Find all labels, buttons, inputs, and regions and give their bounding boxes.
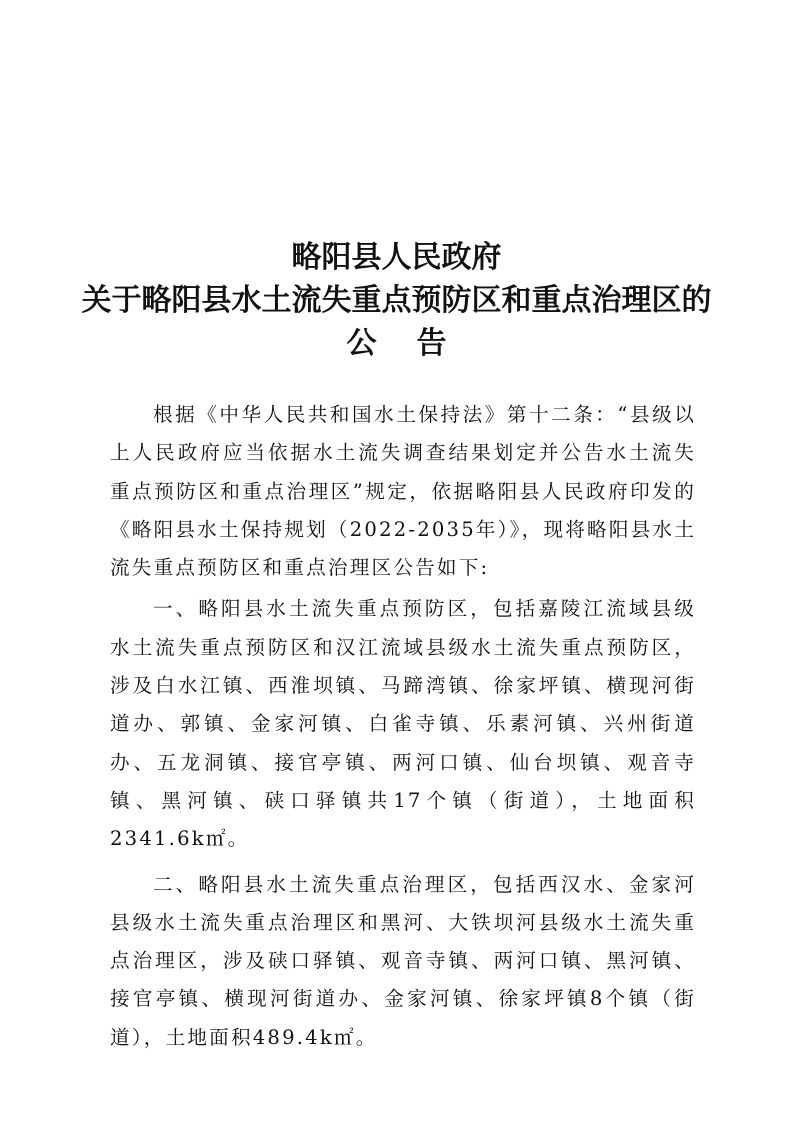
paragraph-legal-basis: 根据《中华人民共和国水土保持法》第十二条：“县级以上人民政府应当依据水土流失调查结果划定并公告水土流失重点预防区和重点治理区”规定，依据略阳县人民政府印发的《略阳县水土保持规划（2022-2035年）》，现将略阳县水土流失重点预防区和重点治理区公告如下: [110, 403, 697, 580]
paragraph-treatment-zone: 二、略阳县水土流失重点治理区，包括西汉水、金家河县级水土流失重点治理区和黑河、大铁坝河县级水土流失重点治理区，涉及硖口驿镇、观音寺镇、两河口镇、黑河镇、接官亭镇、横现河街道办、金家河镇、徐家坪镇8个镇（街道），土地面积489.4k㎡。 [110, 872, 696, 1049]
document-title [0, 236, 793, 365]
title-line-subject: 关于略阳县水土流失重点预防区和重点治理区的 [81, 283, 712, 318]
paragraph-prevention-zone: 一、略阳县水土流失重点预防区，包括嘉陵江流域县级水土流失重点预防区和汉江流域县级水土流失重点预防区，涉及白水江镇、西淮坝镇、马蹄湾镇、徐家坪镇、横现河街道办、郭镇、金家河镇、白雀寺镇、乐素河镇、兴州街道办、五龙洞镇、接官亭镇、两河口镇、仙台坝镇、观音寺镇、黑河镇、硖口驿镇共17个镇（街道），土地面积2341.6k㎡。 [110, 597, 696, 851]
document-body [110, 396, 696, 1057]
title-line-issuer: 略阳县人民政府 [291, 240, 502, 275]
title-line-announcement: 公告 [346, 326, 487, 361]
